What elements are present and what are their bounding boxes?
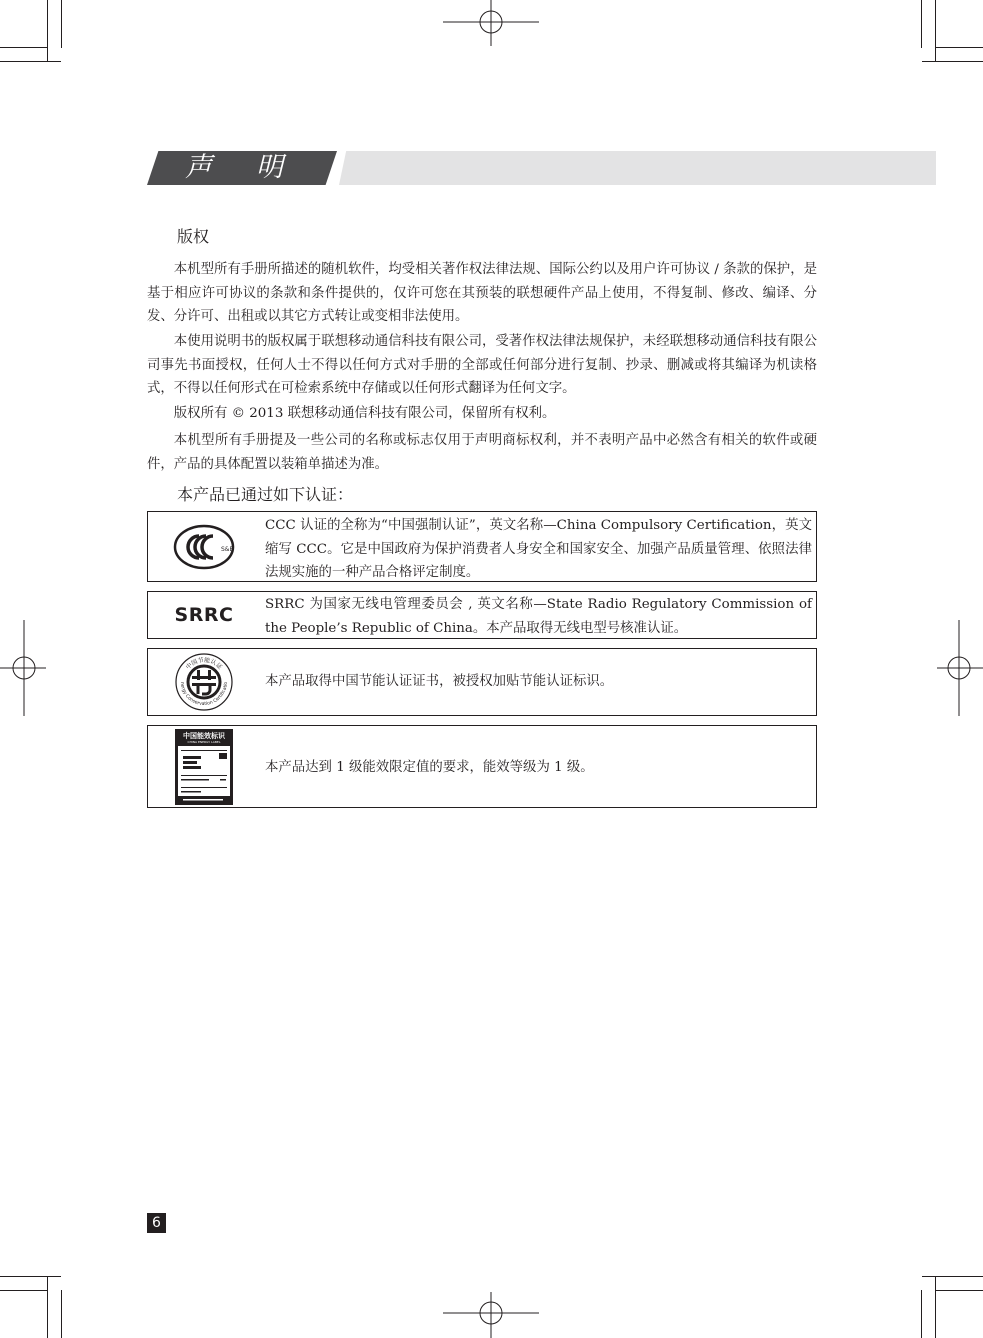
energy-conservation-logo [148, 649, 260, 715]
crop-mark [921, 0, 922, 48]
china-energy-label [148, 726, 260, 807]
energy-logo-en-text: nergy Conservation Certification [178, 681, 230, 708]
crop-mark [935, 0, 936, 61]
cert-ccc-text: CCC 认证的全称为“中国强制认证”，英文名称—China Compulsory Certification，英文缩写 CCC。它是中国政府为保护消费者人身安全和国家安全、加强产品质量管理、依照法律法规实施的一种产品合格评定制度。 [265, 518, 812, 580]
paragraph-trademarks: 本机型所有手册提及一些公司的名称或标志仅用于声明商标权利，并不表明产品中必然含有相关的软件或硬件，产品的具体配置以装箱单描述为准。 [147, 433, 817, 472]
cert-box-energy-label [147, 725, 817, 808]
energy-label-title: 中国能效标识 [183, 731, 225, 740]
title-bar [147, 151, 936, 185]
crop-mark [0, 1276, 61, 1277]
copyright-heading: 版权 [177, 227, 210, 246]
crop-mark [921, 1290, 922, 1338]
paragraph-software-license: 本机型所有手册所描述的随机软件，均受相关著作权法律法规、国际公约以及用户许可协议 / 条款的保护，是基于相应许可协议的条款和条件提供的，仅许可您在其预装的联想硬件产品上使用，不得复制、修改、编译、分发、分许可、出租或以其它方式转让或变相非法使用。 [147, 262, 817, 324]
crop-mark [61, 1290, 62, 1338]
title-bar-light [339, 151, 936, 185]
crop-mark [47, 1277, 48, 1338]
crop-mark [0, 47, 48, 48]
ccc-logo-mark: S&E [221, 545, 234, 553]
registration-mark-top [443, 0, 539, 46]
energy-logo-cn-text: 中国节能认证 [184, 656, 224, 671]
crop-mark [935, 1290, 983, 1291]
certification-heading: 本产品已通过如下认证： [177, 485, 354, 504]
srrc-logo-text: SRRC [174, 604, 234, 626]
page-number: 6 [147, 1213, 166, 1233]
registration-mark-bottom [443, 1292, 539, 1338]
cert-srrc-text: SRRC 为国家无线电管理委员会 , 英文名称—State Radio Regulatory Commission of the People’s Republic of China。本产品取得无线电型号核准认证。 [265, 597, 812, 636]
srrc-logo [148, 592, 260, 638]
crop-mark [922, 61, 983, 62]
registration-mark-left [0, 620, 46, 716]
crop-mark [922, 1276, 983, 1277]
paragraph-manual-copyright: 本使用说明书的版权属于联想移动通信科技有限公司，受著作权法律法规保护，未经联想移动通信科技有限公司事先书面授权，任何人士不得以任何方式对手册的全部或任何部分进行复制、抄录、删减或将其编译为机读格式，不得以任何形式在可检索系统中存储或以任何形式翻译为任何文字。 [147, 334, 817, 396]
crop-mark [61, 0, 62, 48]
energy-label-subtitle: CHINA ENERGY LABEL [187, 739, 221, 744]
cert-energy-label-text: 本产品达到 1 级能效限定值的要求，能效等级为 1 级。 [265, 760, 594, 775]
cert-box-srrc [147, 591, 817, 639]
cert-box-ccc [147, 511, 817, 582]
crop-mark [0, 1290, 48, 1291]
crop-mark [935, 1277, 936, 1338]
cert-energy-conservation-text: 本产品取得中国节能认证证书，被授权加贴节能认证标识。 [265, 674, 614, 689]
crop-mark [935, 47, 983, 48]
registration-mark-right [937, 620, 983, 716]
ccc-logo [148, 512, 260, 581]
crop-mark [0, 61, 61, 62]
cert-box-energy-conservation [147, 648, 817, 716]
crop-mark [47, 0, 48, 61]
page-title: 声明 [185, 152, 327, 183]
paragraph-all-rights: 版权所有 © 2013 联想移动通信科技有限公司，保留所有权利。 [173, 406, 556, 421]
